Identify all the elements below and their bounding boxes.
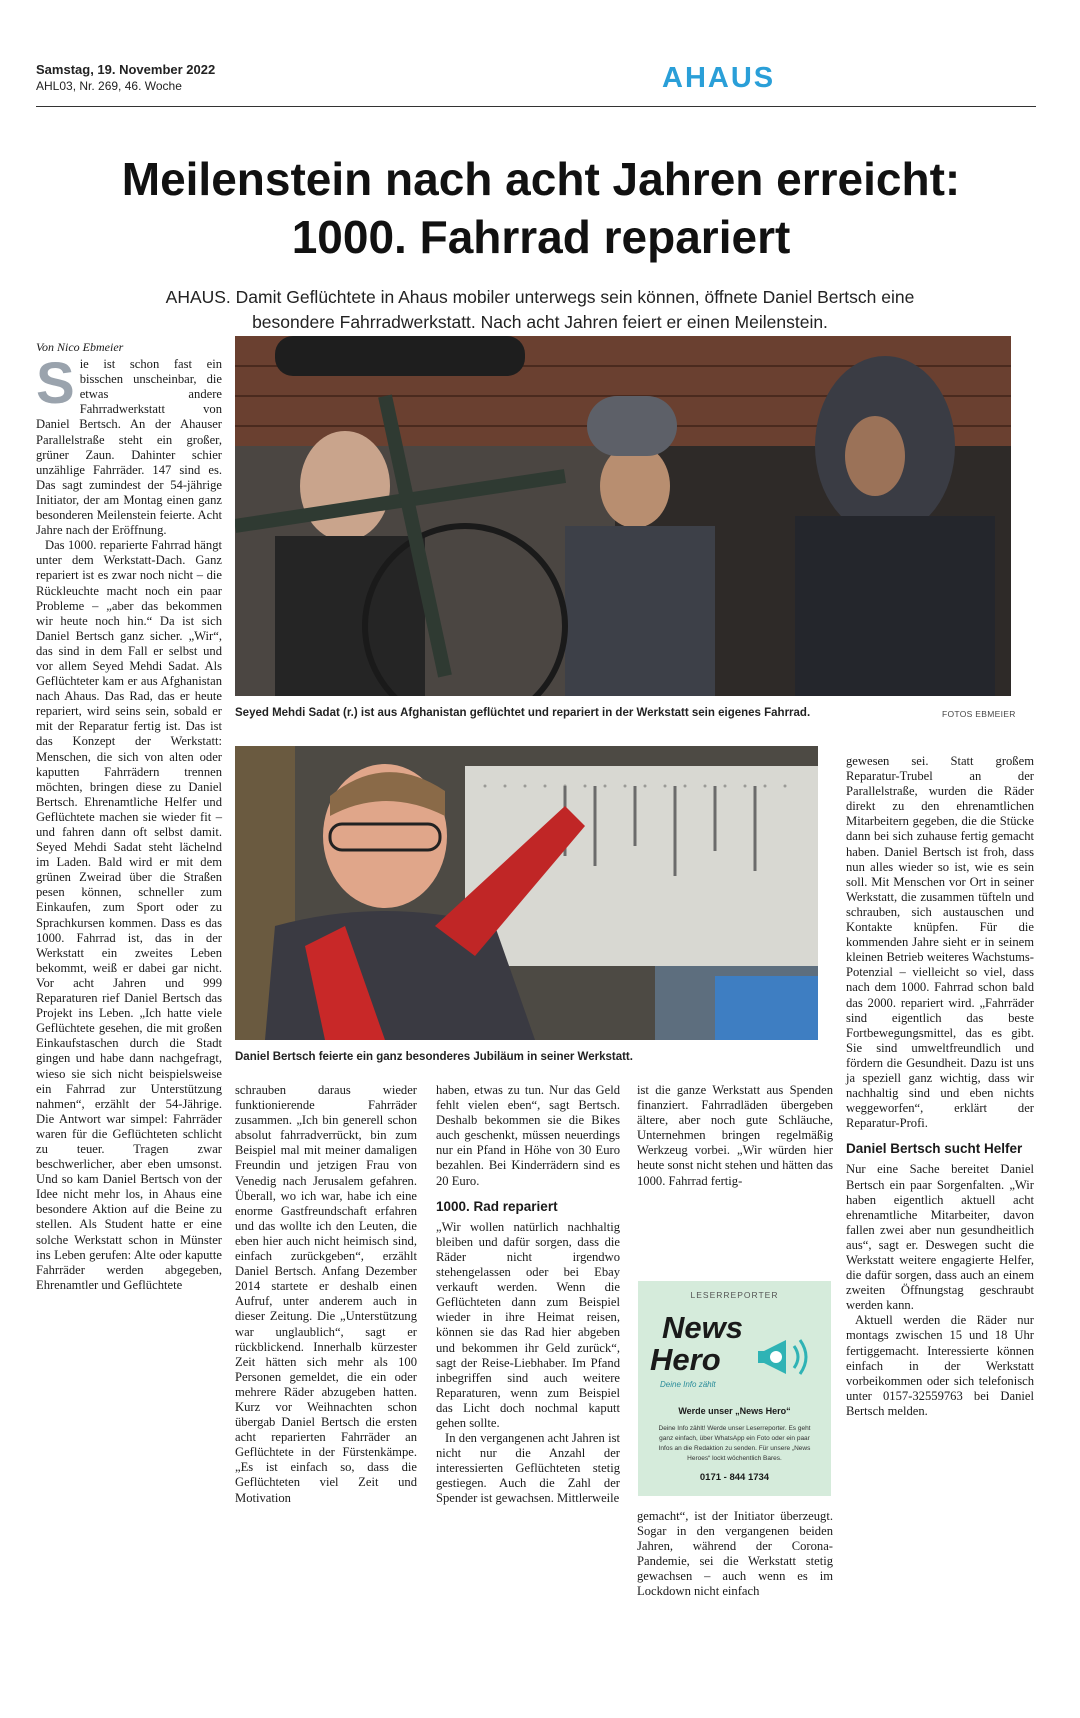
column4-paragraph-2: gemacht“, ist der Initiator überzeugt. Sogar in den vergangenen beiden Jahren, während der Corona-Pandemie, sei die Werkstatt stetig gewachsen – auch wenn es im Lockdown nicht einfach	[637, 1509, 833, 1599]
drop-cap: S	[36, 351, 75, 417]
ad-kicker: LESERREPORTER	[690, 1290, 779, 1300]
article-column-4-top	[637, 1083, 833, 1189]
headline	[36, 150, 1046, 266]
ad-phone: 0171 - 844 1734	[699, 1472, 770, 1483]
column3-paragraph-3: In den vergangenen acht Jahren ist nicht nur die Anzahl der interessierten Geflüchteten stetig gestiegen. Auch die Zahl der Spender ist gewachsen. Mittlerweile	[436, 1431, 620, 1506]
photo-daniel-bertsch	[235, 746, 818, 1040]
issue-date: Samstag, 19. November 2022	[36, 62, 216, 77]
article-column-2	[235, 1083, 417, 1506]
photo-workshop-repair-image	[235, 336, 1011, 696]
section-title: AHAUS	[662, 62, 776, 94]
column1-paragraph-2: Das 1000. reparierte Fahrrad hängt unter dem Werkstatt-Dach. Ganz repariert ist es zwar noch nicht – die Rückleuchte macht noch ein paar Probleme – „aber das bekommen wir heute noch hin.“ Da ist sich Daniel Bertsch ganz sicher. „Wir“, das sind in dem Fall er selbst und vor allem Seyed Mehdi Sadat. Als Geflüchteter kam er aus Afghanistan nach Ahaus. Das Rad, das er heute repariert, wird seins sein, sobald er mit der Reparatur fertig ist. Das ist das Konzept der Werkstatt: Menschen, die sich von alten oder kaputten Fahrrädern trennen möchten, bringen diese zu Daniel Bertsch. Ehrenamtliche Helfer und Geflüchtete machen sie wieder fit – und fahren dann oft selbst damit. Seyed Mehdi Sadat steht lächelnd im Laden. Bald wird er mit dem grünen Zweirad über die Straßen pesen können, schneller zum Einkaufen, zum Sport oder zu Sprachkursen kommen. Dass es das 1000. Fahrrad ist, das in der Werkstatt ein zweites Leben bekommt, weiß er dabei gar nicht. Vor acht Jahren und 999 Reparaturen rief Daniel Bertsch das Projekt ins Leben. „Ich hatte viele Geflüchtete gesehen, die mit großen Einkaufstaschen durch die Stadt gingen und habe dann nachgefragt, wieso sie sich nicht beispielsweise ein Fahrrad zur Unterstützung nahmen“, erzählt der 54-Jährige. Die Antwort war simpel: Fahrräder waren für die Geflüchteten schlicht zu teuer. Tragen zwar beschwerlicher, aber eben umsonst. Und so kam Daniel Bertsch von der Idee nicht mehr los, in Ahaus eine besondere Aktion auf die Beine zu stellen. Als Student hatte er eine solche Werkstatt schon in Münster ins Leben gerufen: Alte oder kaputte Fahrräder werden abgegeben, Ehrenamtler und Geflüchtete	[36, 538, 222, 1292]
photo-workshop-repair	[235, 336, 1011, 696]
column2-paragraph-1: schrauben daraus wieder funktionierende Fahrräder zusammen. „Ich bin generell schon absolut fahrradverrückt, bin zum Beispiel mal mit meiner damaligen Freundin und jetzigen Frau von Venedig nach Jerusalem gefahren. Überall, wo ich war, habe ich eine enorme Gastfreundschaft erfahren und das wollte ich den Leuten, die eben hier auch nicht heimisch sind, einfach zurückgeben“, erzählt Daniel Bertsch. Anfang Dezember 2014 startete er deshalb einen Aufruf, unter anderem auch in dieser Zeitung. Die „Unterstützung war unglaublich“, sagt er rückblickend. Innerhalb kürzester Zeit hätten sich mehr als 100 Personen gemeldet, die ein oder mehrere Räder abzugeben hatten. Kurz vor Weihnachten schon übergab Daniel Bertsch die ersten acht reparierten Fahrräder an Geflüchtete in der Fürstenkämpe. „Es ist einfach so, dass die Geflüchteten viel Zeit und Motivation	[235, 1083, 417, 1505]
ad-logo-news: News	[662, 1310, 743, 1345]
photo-credit: FOTOS EBMEIER	[942, 709, 1016, 719]
column5-paragraph-2: Nur eine Sache bereitet Daniel Bertsch ein paar Sorgenfalten. „Wir haben eigentlich aktuell acht ehrenamtliche Mitarbeiter, davon fallen zwei aber nun gesundheitlich aus“, sagt er. Deswegen sucht die Werkstatt weitere engagierte Helfer, die dafür sorgen, dass auch an einem zweiten Öffnungstag geschraubt werden kann.	[846, 1162, 1034, 1313]
article-column-3	[436, 1083, 620, 1507]
column1-paragraph	[36, 351, 222, 538]
article-column-1	[36, 340, 222, 1293]
ad-headline: Werde unser „News Hero“	[678, 1406, 791, 1416]
subhead-helfer: Daniel Bertsch sucht Helfer	[846, 1141, 1023, 1157]
photo2-caption: Daniel Bertsch feierte ein ganz besonderes Jubiläum in seiner Werkstatt.	[235, 1051, 633, 1063]
photo-daniel-bertsch-image	[235, 746, 818, 1040]
column4-paragraph-1: ist die ganze Werkstatt aus Spenden finanziert. Fahrradläden übergeben ältere, aber noch gute Schläuche, Unternehmen bringen regelmäßig Werkzeug vorbei. „Wir würden hier heute sonst nicht stehen und hätten das 1000. Fahrrad fertig-	[637, 1083, 833, 1188]
column5-paragraph-1: gewesen sei. Statt großem Reparatur-Trubel an der Parallelstraße, wurden die Räder direkt zu den ehrenamtlichen Mitarbeitern gegeben, die die Stücke dann bei sich zuhause fertig gemacht haben. Daniel Bertsch ist froh, dass nun alles wieder so ist, wie es sein soll. Mit Menschen vor Ort in seiner Werkstatt, die zusammen tüfteln und schrauben, sich austauschen und Kontakte knüpfen. Für die kommenden Jahre sieht er in seinem kleinen Betrieb weiteres Wachstums-Potenzial – vielleicht so viel, dass nach dem 1000. Fahrrad schon bald das 2000. repariert wird. „Fahrräder sind eigentlich das beste Fortbewegungsmittel, das es gibt. Sie sind umweltfreundlich und fördern die Gesundheit. Dazu ist uns ja speziell ganz wichtig, dass wir nachhaltig sind und eben nichts weggeworfen“, erklärt der Reparatur-Profi.	[846, 754, 1034, 1131]
photo1-caption: Seyed Mehdi Sadat (r.) ist aus Afghanistan geflüchtet und repariert in der Werkstatt sein eigenes Fahrrad.	[235, 707, 811, 719]
header-rule	[36, 106, 1036, 107]
lead-text: AHAUS. Damit Geflüchtete in Ahaus mobiler unterwegs sein können, öffnete Daniel Bertsch eine besondere Fahrradwerkstatt. Nach acht Jahren feiert er einen Meilenstein.	[165, 287, 915, 332]
news-hero-logo	[638, 1306, 831, 1396]
subhead-1000-rad: 1000. Rad repariert	[436, 1198, 558, 1214]
article-column-5	[846, 754, 1034, 1419]
ad-logo-hero: Hero	[650, 1342, 721, 1377]
article-column-4-bottom	[637, 1509, 833, 1600]
column1-paragraph-1: ie ist schon fast ein bisschen unscheinbar, die etwas andere Fahrradwerkstatt von Daniel Bertsch. An der Ahauser Parallelstraße steht ein großer, grüner Zaun. Dahinter schier unzählige Fahrräder. 147 sind es. Das sagt zumindest der 54-jährige Initiator, der am Montag einen ganz besonderen Meilenstein feierte. Acht Jahre nach der Eröffnung.	[36, 357, 222, 538]
megaphone-icon	[756, 1332, 816, 1382]
headline-line-1: Meilenstein nach acht Jahren erreicht:	[121, 153, 961, 205]
column5-paragraph-3: Aktuell werden die Räder nur montags zwischen 15 und 18 Uhr fertiggemacht. Interessierte können einfach in der Werkstatt vorbeikommen oder sich telefonisch unter 0157-32559763 bei Daniel Bertsch melden.	[846, 1313, 1034, 1418]
byline: Von Nico Ebmeier	[36, 340, 124, 354]
column3-paragraph-2: „Wir wollen natürlich nachhaltig bleiben und dafür sorgen, dass die Räder nicht irgendwo stehengelassen oder bei Ebay verkauft werden. Wenn die Geflüchteten dann zum Beispiel wieder in ihre Heimat reisen, können sie das Rad hier abgeben und bekommen ihr Geld zurück“, sagt der Reise-Liebhaber. Im Pfand inbegriffen sind auch weitere Reparaturen, wenn zum Beispiel das Licht doch nochmal kaputt gehen sollte.	[436, 1219, 620, 1430]
headline-line-2: 1000. Fahrrad repariert	[291, 211, 791, 263]
ad-text: Deine Info zählt! Werde unser Leserreporter. Es geht ganz einfach, über WhatsApp ein Foto oder ein paar Infos an die Redaktion zu senden. Für unsere „News Heroes“ lockt wöchentlich Bares.	[658, 1425, 811, 1462]
ad-tagline: Deine Info zählt	[660, 1380, 716, 1389]
column3-paragraph-1: haben, etwas zu tun. Nur das Geld fehlt vielen eben“, sagt Bertsch. Deshalb bekommen sie die Bikes auch geschenkt, müssen neuerdings nur ein Pfand in Höhe von 30 Euro bezahlen. Bei Kinderrädern sind es 20 Euro.	[436, 1083, 620, 1188]
issue-edition: AHL03, Nr. 269, 46. Woche	[36, 79, 182, 93]
news-hero-ad	[638, 1281, 831, 1496]
masthead-info	[36, 62, 215, 94]
